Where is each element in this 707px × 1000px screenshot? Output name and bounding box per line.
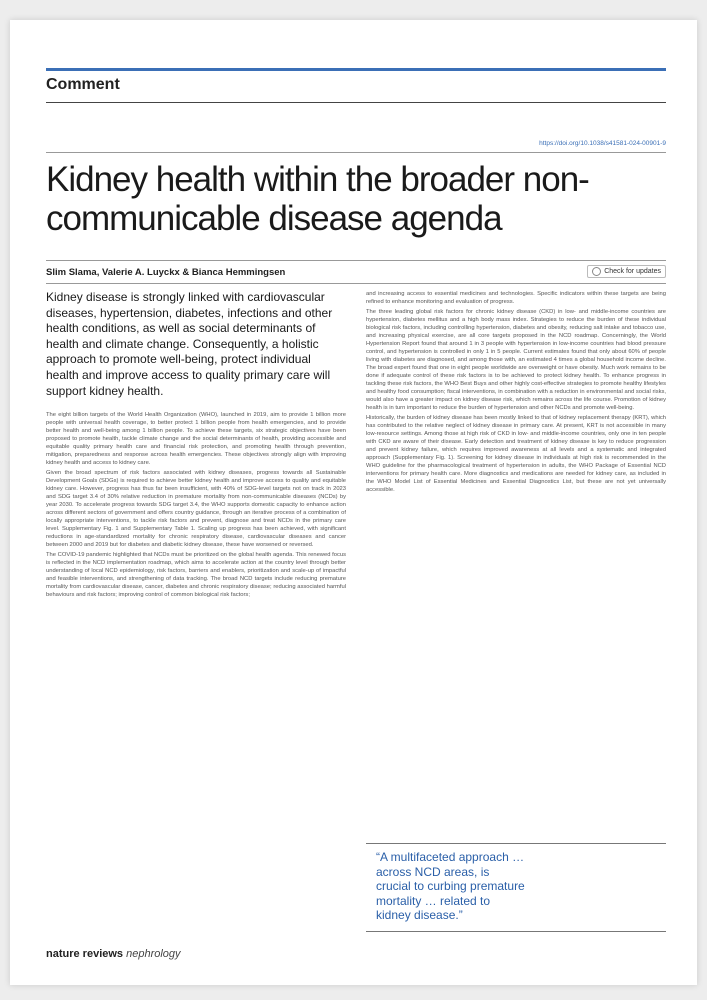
header-divider	[46, 102, 666, 103]
article-title: Kidney health within the broader non-communicable disease agenda	[46, 160, 589, 238]
columns-rule	[46, 283, 666, 284]
body-paragraph: The three leading global risk factors for chronic kidney disease (CKD) in low- and middle-income countries are hypertension, diabetes mellitus and a high body mass index. Strategies to reduce the burden of these individual biological risk factors, including controlling hypertension, diabetes and obesity, reducing salt intake and tobacco use, and increasing physical exercise, are all core targets proposed in the NCD roadmap. Concerningly, the World Hypertension Report found that around 1 in 3 people with hypertension in low-income countries had blood pressure control, and hypertension is controlled in only 1 in 5 people. Current estimates found that only about 60% of people living with diabetes are diagnosed, and among those with, an estimated 4 times a global household income decline. The broad expert found that one in eight people worldwide are overweight or have obesity. Much work remains to be done if adequate control of these risk factors is to be achieved to protect kidney health. To enhance progress in tackling these risk factors, the WHO Best Buys and other highly cost-effective strategies to promote healthy lifestyles and healthy food consumption; fiscal interventions, in combination with a reduction in environmental and social risks, would also have a greater impact on kidney disease risk, which remains across the life course. Promotion of kidney health is in turn important to reduce the burden of hypertension and other NCDs and promote well-being.	[366, 309, 666, 411]
pull-quote-box	[366, 843, 666, 932]
authors-rule	[46, 260, 666, 261]
standfirst: Kidney disease is strongly linked with cardiovascular diseases, hypertension, diabetes, infections and other health conditions, as well as social determinants of health and climate change. Consequently, a holistic approach to promote well-being, protect individual health and improve access to quality primary care will support kidney health.	[46, 290, 333, 398]
check-updates-button[interactable]	[587, 265, 666, 278]
body-paragraph: The COVID-19 pandemic highlighted that NCDs must be prioritized on the global health agenda. This renewed focus is reflected in the NCD implementation roadmap, which aims to accelerate action at the country level through better understanding of local NCD epidemiology, risk factors, barriers and enablers, prioritization and scale-up of impactful and feasible interventions, and strengthening of data tracking. The broad NCD targets include reducing premature mortality from cardiovascular disease, cancer, diabetes and chronic respiratory disease; reducing associated harmful behaviours and risk factors; improving control of common biological risk factors;	[46, 552, 346, 599]
doi-link[interactable]: https://doi.org/10.1038/s41581-024-00901-9	[539, 140, 666, 147]
section-label: Comment	[46, 76, 120, 93]
title-rule	[46, 152, 666, 153]
check-updates-label: Check for updates	[604, 268, 661, 275]
author-list: Slim Slama, Valerie A. Luyckx & Bianca Hemmingsen	[46, 267, 286, 278]
pull-quote: “A multifaceted approach … across NCD areas, is crucial to curbing premature mortality … related to kidney disease.”	[376, 850, 525, 922]
right-column	[366, 290, 666, 496]
body-paragraph: The eight billion targets of the World Health Organization (WHO), launched in 2019, aim to provide 1 billion more people with universal health coverage, to better protect 1 billion people from health emergencies, and to provide better health and well-being among 1 billion people. To achieve these targets, six strategic objectives have been proposed to promote health, tackle climate change and the social determinants of health, providing accessible and equitable quality primary health care and financial risk protection, and promoting health through prevention, mitigation, preparedness and response across health emergencies. These objectives strongly align with improving kidney health and access to kidney care.	[46, 412, 346, 467]
body-paragraph: Historically, the burden of kidney disease has been mostly linked to that of kidney replacement therapy (KRT), which has contributed to the relative neglect of kidney disease in primary care. At present, KRT is not accessible in many low-resource settings. Among those at high risk of CKD in low- and middle-income countries, only one in ten people with CKD are aware of their disease. Early detection and treatment of kidney disease is key to reduce progression and prevent kidney failure, which requires improved awareness at all levels and a systematic and integrated approach (Supplementary Fig. 1). Screening for kidney disease in individuals at high risk is recommended in the WHO guideline for the pharmacological treatment of hypertension in adults, the WHO Package of Essential NCD interventions for primary health care. More diagnostics and medications are needed for kidney care, as included in the WHO Model List of Essential Medicines and Essential Diagnostics List, but these are not yet universally accessible.	[366, 415, 666, 493]
journal-footer	[46, 948, 181, 960]
journal-name-bold: nature reviews	[46, 948, 124, 960]
update-icon	[592, 267, 601, 276]
journal-name-italic: nephrology	[126, 948, 181, 960]
header-rule	[46, 68, 666, 71]
article-page	[10, 20, 697, 985]
body-paragraph: Given the broad spectrum of risk factors associated with kidney diseases, progress towards all Sustainable Development Goals (SDGs) is required to achieve better kidney health and improve access to quality and equitable kidney care. However, progress has thus far been insufficient, with 40% of SDG-level targets not on track in 2023 and SDG target 3.4 of 30% relative reduction in premature mortality from non-communicable diseases (NCDs) by year 2030. To accelerate progress towards SDG target 3.4, the WHO supports domestic capacity to enhance action across different sectors of government and offers country guidance, through an iterative process of a combination of locally appropriate interventions, to tackle risk factors and prevent, diagnose and treat NCDs in the primary care level. Supplementary Fig. 1 and Supplementary Table 1. Scaling up progress has been achieved, with significant reductions in age-standardized mortality for chronic respiratory disease, cardiovascular diseases and cancer between 2000 and 2019 but for diabetes and diabetic kidney disease, these have worsened or reversed.	[46, 470, 346, 549]
body-paragraph: and increasing access to essential medicines and technologies. Specific indicators within these targets are being refined to enhance monitoring and evaluation of progress.	[366, 291, 666, 305]
left-column	[46, 290, 346, 601]
